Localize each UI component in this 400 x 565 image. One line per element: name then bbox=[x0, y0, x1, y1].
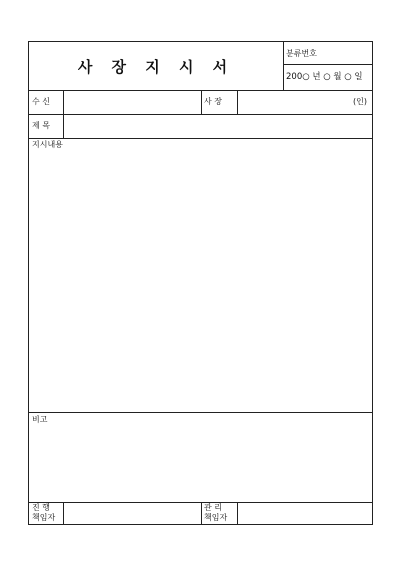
recipient-field[interactable] bbox=[64, 91, 200, 113]
remarks-content-field[interactable] bbox=[31, 426, 370, 500]
seal-label: (인) bbox=[353, 97, 367, 106]
instructions-label: 지시내용 bbox=[32, 140, 63, 149]
page-title: 사 장 지 시 서 bbox=[77, 58, 235, 76]
progress-label-line2: 책임자 bbox=[32, 513, 56, 522]
recipient-president-divider bbox=[201, 90, 202, 114]
date-text: 200○ 년 ○ 월 ○ 일 bbox=[286, 72, 363, 82]
manage-manager-field[interactable] bbox=[238, 503, 370, 524]
manage-label-line2: 책임자 bbox=[204, 513, 228, 522]
row-divider-4 bbox=[29, 412, 372, 413]
progress-label-line1: 진 행 bbox=[32, 503, 50, 512]
recipient-label: 수 신 bbox=[32, 97, 50, 106]
header-right-divider bbox=[283, 64, 373, 65]
row-divider-3 bbox=[29, 138, 372, 139]
footer-middle-divider bbox=[201, 502, 202, 525]
classification-label: 분류번호 bbox=[286, 49, 317, 58]
remarks-label: 비고 bbox=[32, 415, 48, 424]
president-signature-field[interactable] bbox=[238, 91, 350, 113]
header-divider bbox=[283, 42, 284, 90]
instructions-content-field[interactable] bbox=[31, 152, 370, 410]
progress-manager-field[interactable] bbox=[64, 503, 200, 524]
president-label: 사 장 bbox=[204, 97, 222, 106]
manage-label-line1: 관 리 bbox=[204, 503, 222, 512]
subject-label: 제 목 bbox=[32, 121, 50, 130]
subject-field[interactable] bbox=[64, 115, 370, 137]
directive-form bbox=[28, 41, 373, 525]
